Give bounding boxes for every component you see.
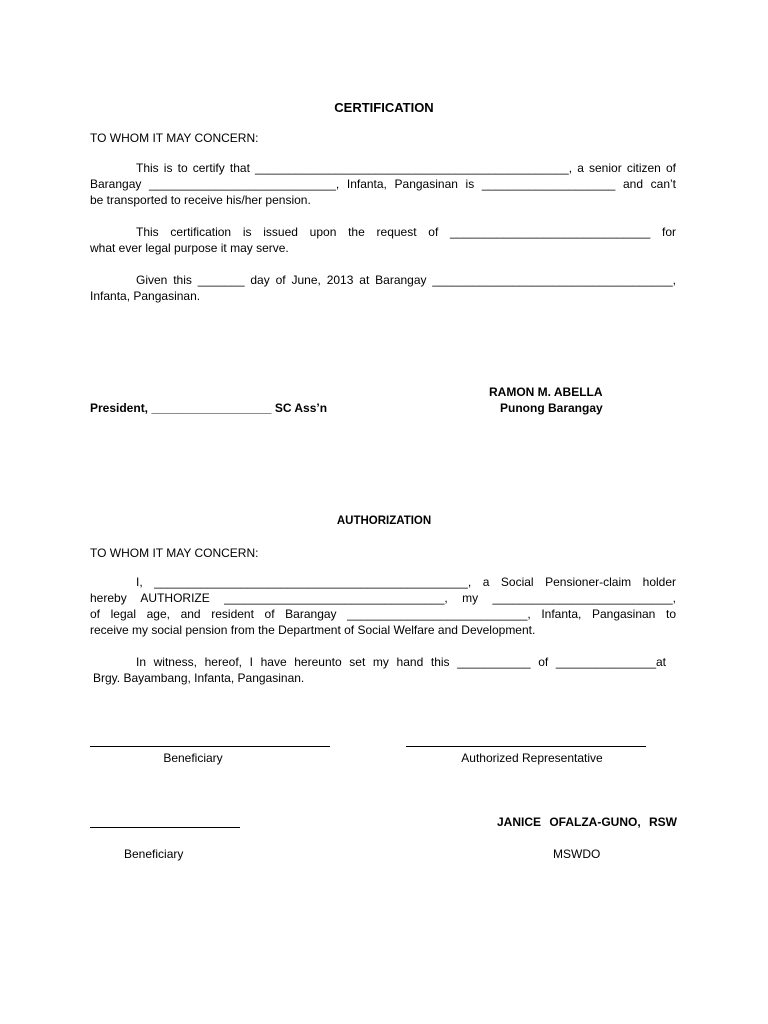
authorization-paragraph-1 (90, 574, 676, 638)
certification-paragraph-2 (90, 224, 676, 256)
paragraph-line: hereby AUTHORIZE _________________________________, my ___________________________, (90, 591, 676, 605)
certification-salutation: TO WHOM IT MAY CONCERN: (90, 131, 259, 145)
mswdo-name: JANICE OFALZA-GUNO, RSW (497, 815, 677, 829)
president-signature-line: President, __________________ SC Ass’n (90, 401, 328, 415)
authorization-title: AUTHORIZATION (336, 515, 432, 527)
authorization-salutation: TO WHOM IT MAY CONCERN: (90, 546, 259, 560)
authorization-witness-location: Brgy. Bayambang, Infanta, Pangasinan. (93, 671, 305, 685)
paragraph-line: of legal age, and resident of Barangay ___________________________, Infanta, Pangasinan to (90, 607, 676, 621)
representative-signature-rule (406, 746, 646, 747)
signatory-title: Punong Barangay (500, 401, 603, 415)
mswdo-title: MSWDO (553, 847, 601, 861)
beneficiary-label: Beneficiary (163, 751, 223, 765)
paragraph-line: what ever legal purpose it may serve. (90, 241, 289, 255)
paragraph-line: Barangay ____________________________, Infanta, Pangasinan is ____________________ and can’t (90, 177, 676, 191)
paragraph-line: This is to certify that _______________________________________________, a senior citizen of (136, 161, 676, 175)
certification-paragraph-1 (90, 160, 676, 208)
beneficiary-2-signature-rule (90, 827, 240, 828)
certification-title: CERTIFICATION (334, 100, 434, 115)
paragraph-line: Given this _______ day of June, 2013 at Barangay ____________________________________, (136, 273, 676, 287)
paragraph-line: receive my social pension from the Department of Social Welfare and Development. (90, 623, 536, 637)
certification-paragraph-3 (90, 272, 676, 304)
beneficiary-2-label: Beneficiary (124, 847, 184, 861)
authorization-witness-line: In witness, hereof, I have hereunto set my hand this ___________ of _______________at (136, 655, 666, 669)
beneficiary-signature-rule (90, 746, 330, 747)
paragraph-line: I, _______________________________________________, a Social Pensioner-claim holder (136, 575, 676, 589)
paragraph-line: Infanta, Pangasinan. (90, 289, 201, 303)
signatory-name: RAMON M. ABELLA (489, 385, 603, 399)
paragraph-line: be transported to receive his/her pension. (90, 193, 311, 207)
paragraph-line: This certification is issued upon the request of ______________________________ for (136, 225, 676, 239)
authorized-representative-label: Authorized Representative (461, 751, 603, 765)
